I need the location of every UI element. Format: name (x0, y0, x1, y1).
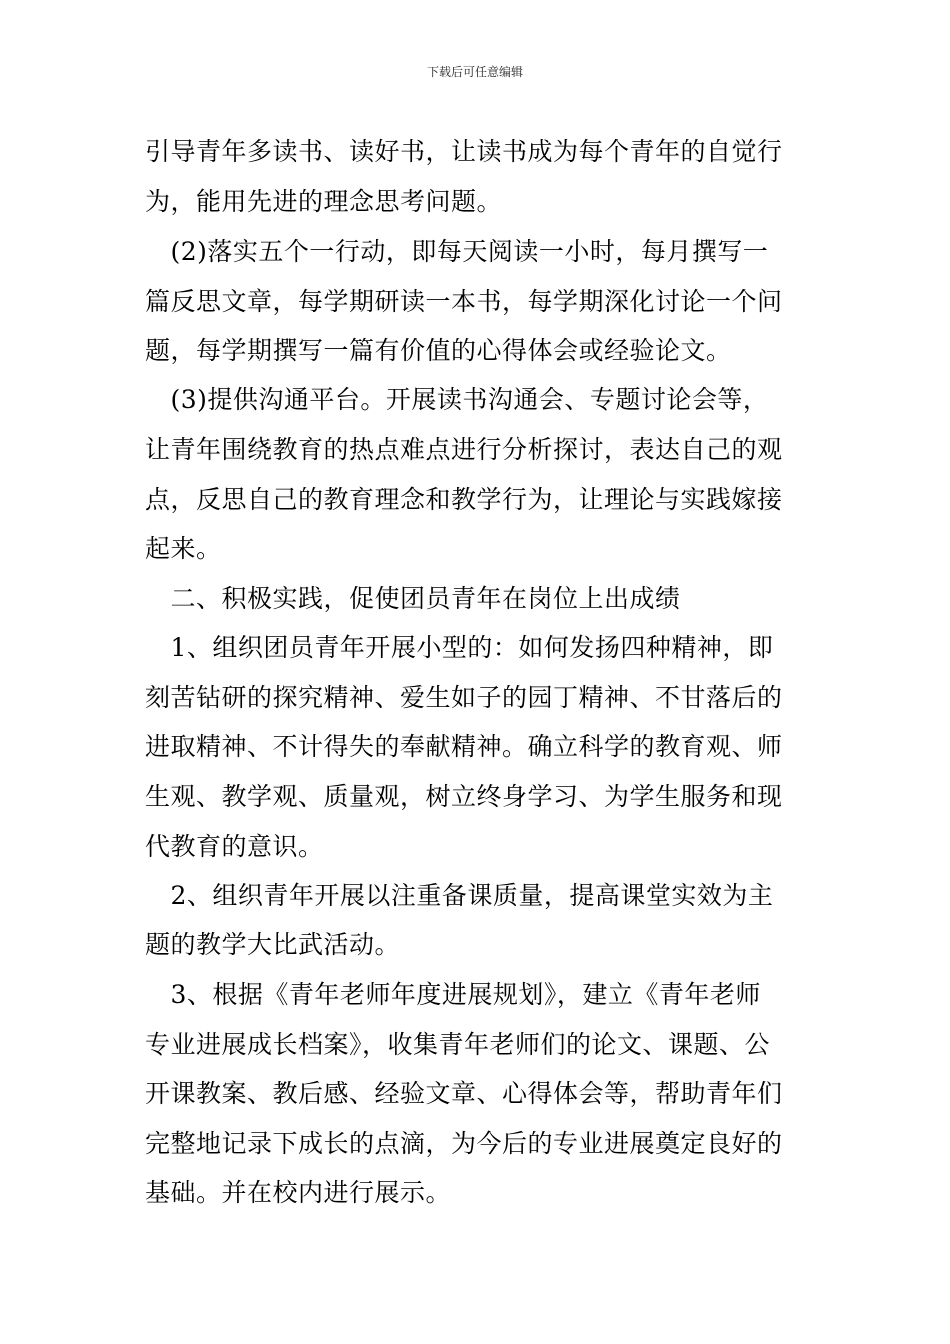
text-line: 篇反思文章，每学期研读一本书，每学期深化讨论一个问 (145, 287, 783, 316)
text-line: 为，能用先进的理念思考问题。 (145, 187, 503, 216)
text-line: 二、积极实践，促使团员青年在岗位上出成绩 (145, 584, 681, 613)
text-line: (3)提供沟通平台。开展读书沟通会、专题讨论会等， (145, 385, 769, 414)
text-line: 题，每学期撰写一篇有价值的心得体会或经验论文。 (145, 336, 732, 365)
text-line: (2)落实五个一行动，即每天阅读一小时，每月撰写一 (145, 237, 769, 266)
text-line: 引导青年多读书、读好书，让读书成为每个青年的自觉行 (145, 137, 783, 166)
text-line: 专业进展成长档案》，收集青年老师们的论文、课题、公 (145, 1030, 771, 1059)
text-line: 起来。 (145, 534, 222, 563)
text-line: 1、组织团员青年开展小型的：如何发扬四种精神，即 (145, 633, 774, 662)
text-line: 代教育的意识。 (145, 832, 324, 861)
text-line: 刻苦钻研的探究精神、爱生如子的园丁精神、不甘落后的 (145, 683, 783, 712)
text-line: 点，反思自己的教育理念和教学行为，让理论与实践嫁接 (145, 485, 783, 514)
text-line: 基础。并在校内进行展示。 (145, 1178, 452, 1207)
text-line: 生观、教学观、质量观，树立终身学习、为学生服务和现 (145, 782, 783, 811)
text-line: 完整地记录下成长的点滴，为今后的专业进展奠定良好的 (145, 1129, 783, 1158)
text-line: 3、根据《青年老师年度进展规划》，建立《青年老师 (145, 980, 761, 1009)
text-line: 让青年围绕教育的热点难点进行分析探讨，表达自己的观 (145, 435, 783, 464)
page-header: 下载后可任意编辑 (426, 65, 523, 79)
text-line: 题的教学大比武活动。 (145, 930, 401, 959)
text-line: 开课教案、教后感、经验文章、心得体会等，帮助青年们 (145, 1079, 783, 1108)
text-line: 2、组织青年开展以注重备课质量，提高课堂实效为主 (145, 881, 774, 910)
text-line: 进取精神、不计得失的奉献精神。确立科学的教育观、师 (145, 732, 783, 761)
